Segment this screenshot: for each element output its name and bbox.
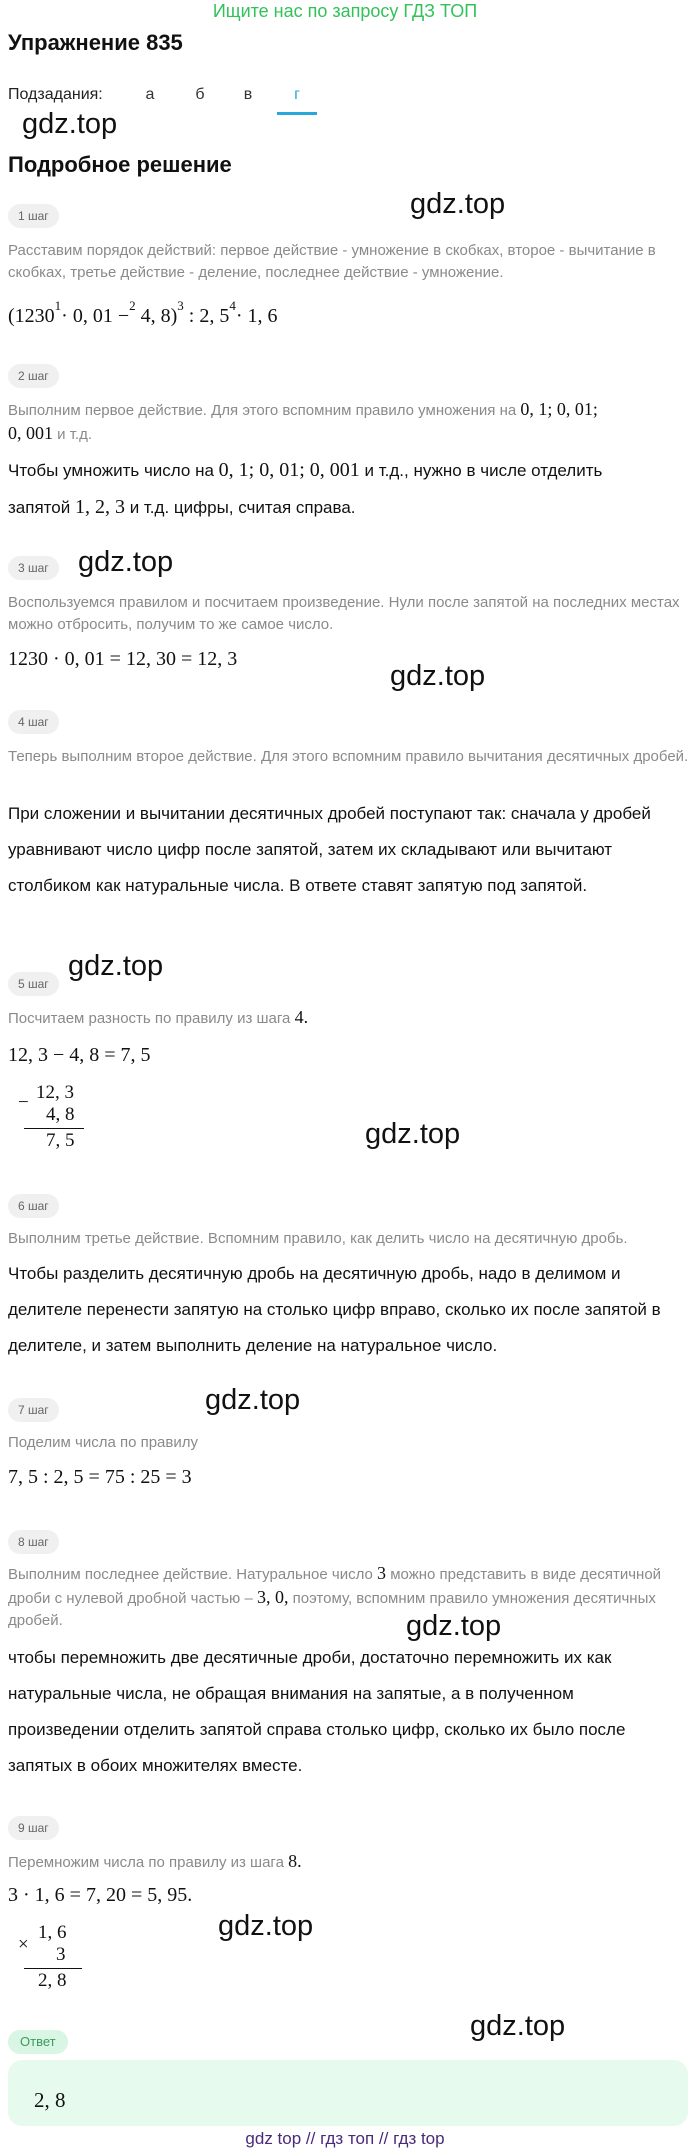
step-rule-text: Чтобы разделить десятичную дробь на десятичную дробь, надо в делимом и делителе перенести запятую на столько цифр вправо, сколько их после запятой в делителе, и затем выполнить деление на натуральное число. (8, 1264, 661, 1355)
step-formula: 12, 3 − 4, 8 = 7, 5 (8, 1044, 151, 1066)
step-hint: Выполним первое действие. Для этого вспомним правило умножения на 0, 1; 0, 01; 0, 001 и т.д. (8, 399, 598, 443)
answer-badge: Ответ (8, 2030, 68, 2054)
tab-v[interactable]: в (243, 86, 253, 103)
step-hint: Теперь выполним второе действие. Для этого вспомним правило вычитания десятичных дробей. (8, 748, 689, 765)
step-hint: Перемножим числа по правилу из шага 8. (8, 1851, 302, 1871)
step-badge: 9 шаг (8, 1816, 59, 1840)
step-hint: Расставим порядок действий: первое действие - умножение в скобках, второе - вычитание в скобках, третье действие - деление, последнее действие - умножение. (8, 242, 656, 281)
watermark: gdz.top (78, 546, 174, 578)
column-top: 12, 3 (36, 1082, 74, 1103)
watermark: gdz.top (406, 1610, 502, 1642)
column-bottom: 3 (56, 1944, 66, 1965)
column-multiplication (14, 1922, 94, 2002)
watermark: gdz.top (68, 950, 164, 982)
step-badge: 1 шаг (8, 204, 59, 228)
column-result: 7, 5 (46, 1130, 75, 1151)
step-formula: ($1230^1\cdot 0$, 01 −$^2$ 4, 8)$^3$ : 2, $5^4\cdot 1$, 6 (8, 298, 278, 327)
step-hint: Выполним третье действие. Вспомним правило, как делить число на десятичную дробь. (8, 1230, 628, 1247)
answer-value: 2, 8 (34, 2088, 66, 2112)
column-sign: − (18, 1092, 29, 1113)
tab-a[interactable]: а (145, 86, 155, 103)
step-rule-text: При сложении и вычитании десятичных дробей поступают так: сначала у дробей уравнивают число цифр после запятой, затем их складывают или вычитают столбиком как натуральные числа. В ответе ставят запятую под запятой. (8, 804, 651, 895)
step-formula: 7, 5 : 2, 5 = 75 : 25 = 3 (8, 1466, 192, 1488)
column-result: 2, 8 (38, 1970, 67, 1991)
watermark: gdz.top (205, 1384, 301, 1416)
step-hint: Поделим числа по правилу (8, 1434, 198, 1451)
subtasks-label: Подзадания: (8, 86, 103, 103)
column-line (24, 1968, 82, 1969)
column-bottom: 4, 8 (46, 1104, 75, 1125)
step-badge: 8 шаг (8, 1530, 59, 1554)
section-title: Подробное решение (8, 152, 232, 177)
column-sign: × (18, 1934, 29, 1955)
watermark: gdz.top (22, 108, 118, 140)
step-badge: 2 шаг (8, 364, 59, 388)
tab-b[interactable]: б (195, 86, 205, 103)
watermark: gdz.top (365, 1118, 461, 1150)
active-tab-indicator (277, 112, 317, 115)
answer-box (8, 2060, 688, 2126)
top-banner: Ищите нас по запросу ГДЗ ТОП (212, 1, 478, 21)
step-hint: Воспользуемся правилом и посчитаем произведение. Нули после запятой на последних местах можно отбросить, получим то же самое число. (8, 594, 680, 633)
step-badge: 5 шаг (8, 972, 59, 996)
watermark: gdz.top (410, 188, 506, 220)
watermark: gdz.top (218, 1910, 314, 1942)
footer-links[interactable]: gdz top // гдз топ // гдз top (245, 2129, 445, 2148)
watermark: gdz.top (390, 660, 486, 692)
step-hint: Посчитаем разность по правилу из шага 4. (8, 1007, 309, 1027)
step-formula: 1230 · 0, 01 = 12, 30 = 12, 3 (8, 648, 238, 670)
column-line (24, 1128, 84, 1129)
page-title: Упражнение 835 (8, 30, 183, 55)
step-formula: 3 · 1, 6 = 7, 20 = 5, 95. (8, 1884, 193, 1906)
step-badge: 3 шаг (8, 556, 59, 580)
step-rule-text: чтобы перемножить две десятичные дроби, достаточно перемножить их как натуральные числа, не обращая внимания на запятые, а в полученном произведении отделить запятой справа столько цифр, сколько их было после запятых в обоих множителях вместе. (8, 1648, 626, 1775)
step-hint: Выполним последнее действие. Натуральное число 3 можно представить в виде десятичной дроби с нулевой дробной частью – 3, 0, поэтому, вспомним правило умножения десятичных дробей. (8, 1563, 662, 1629)
step-badge: 6 шаг (8, 1194, 59, 1218)
step-badge: 4 шаг (8, 710, 59, 734)
tab-g[interactable]: г (294, 86, 300, 103)
step-badge: 7 шаг (8, 1398, 59, 1422)
step-rule-text: Чтобы умножить число на 0, 1; 0, 01; 0, 001 и т.д., нужно в числе отделить запятой 1, 2, 3 и т.д. цифры, считая справа. (8, 459, 603, 518)
watermark: gdz.top (470, 2010, 566, 2042)
column-top: 1, 6 (38, 1922, 67, 1943)
column-subtraction (14, 1082, 94, 1158)
